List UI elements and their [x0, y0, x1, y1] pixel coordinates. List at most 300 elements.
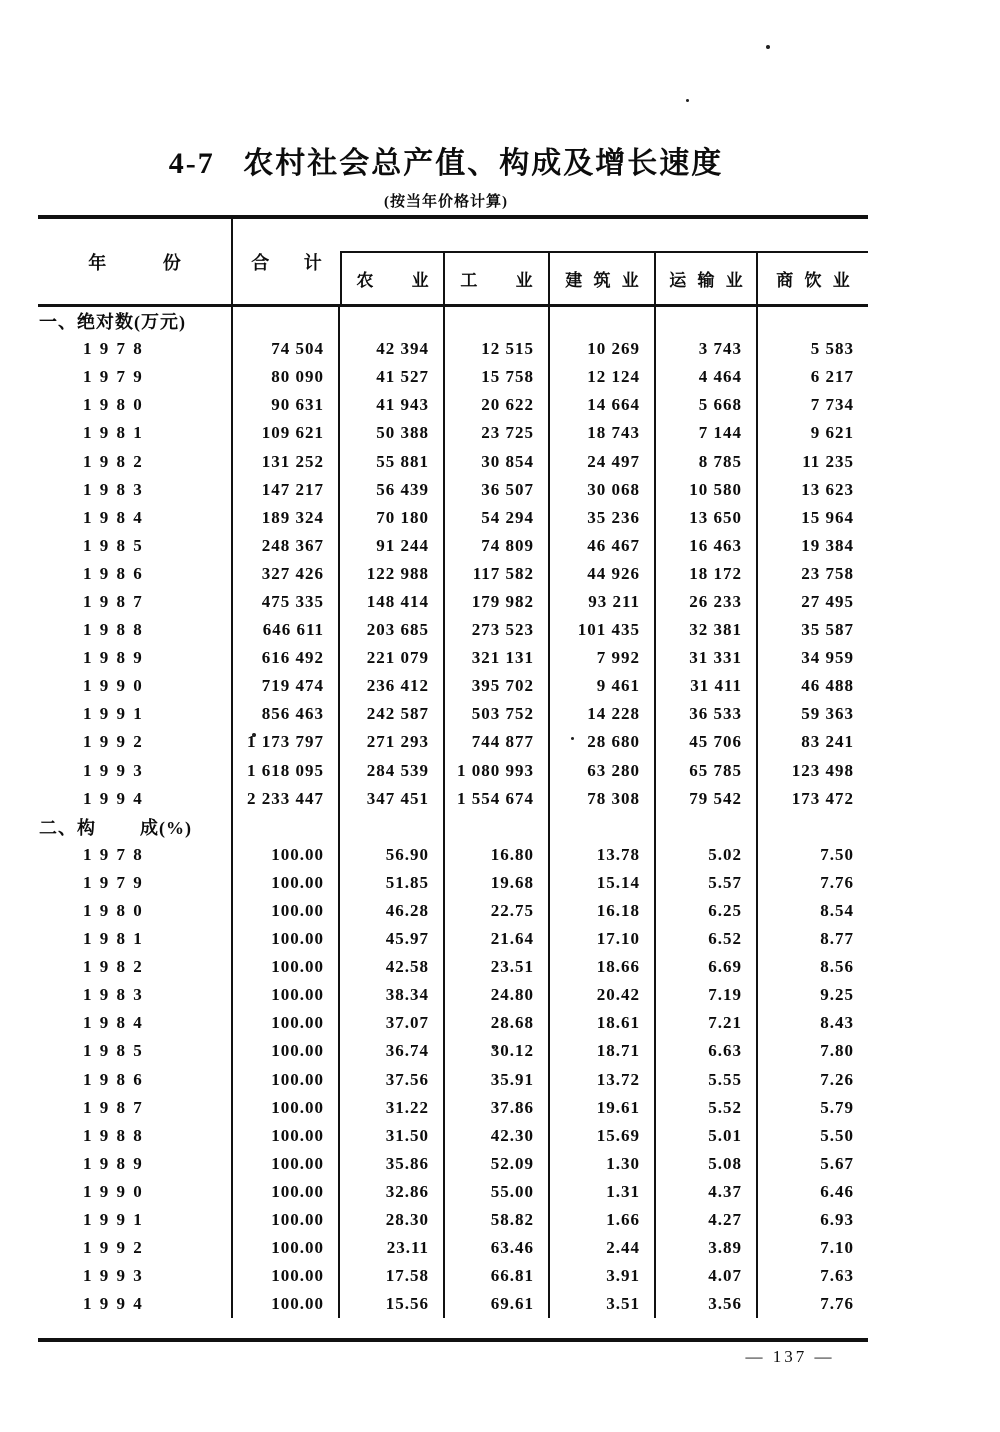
statistics-table	[38, 215, 868, 1342]
page-subtitle: (按当年价格计算)	[384, 194, 508, 210]
empty-cell	[233, 813, 340, 841]
table-row	[38, 728, 868, 756]
commerce-cell: 5.67	[820, 1153, 854, 1173]
total-cell: 248 367	[233, 532, 340, 560]
construction-cell: 15.14	[550, 869, 656, 897]
total-cell: 100.00	[233, 1206, 340, 1234]
construction-cell: 1.30	[550, 1150, 656, 1178]
total-cell: 80 090	[233, 363, 340, 391]
section-header-row	[38, 813, 868, 841]
agriculture-cell: 41 527	[340, 363, 445, 391]
year-cell: 1 9 9 4	[38, 785, 233, 813]
year-cell: 1 9 8 8	[38, 616, 233, 644]
commerce-cell: 8.77	[820, 929, 854, 949]
agriculture-cell: 32.86	[340, 1178, 445, 1206]
commerce-cell: 7.50	[820, 844, 854, 864]
transport-cell: 31 331	[656, 644, 758, 672]
table-row	[38, 1122, 868, 1150]
agriculture-cell: 37.56	[340, 1066, 445, 1094]
transport-cell: 18 172	[656, 560, 758, 588]
empty-cell	[656, 813, 758, 841]
industry-cell: 58.82	[445, 1206, 550, 1234]
transport-cell: 65 785	[656, 757, 758, 785]
transport-cell: 3.56	[656, 1290, 758, 1318]
commerce-cell: 9.25	[820, 985, 854, 1005]
table-row	[38, 363, 868, 391]
year-cell: 1 9 8 6	[38, 1066, 233, 1094]
commerce-cell: 8.54	[820, 901, 854, 921]
table-row	[38, 1178, 868, 1206]
total-cell: 100.00	[233, 1009, 340, 1037]
construction-cell: 1.31	[550, 1178, 656, 1206]
total-cell: 1 618 095	[233, 757, 340, 785]
agriculture-cell: 17.58	[340, 1262, 445, 1290]
commerce-cell: 5 583	[810, 339, 854, 359]
table-row	[38, 1290, 868, 1318]
year-cell: 1 9 8 0	[38, 897, 233, 925]
agriculture-cell: 55 881	[340, 447, 445, 475]
year-cell: 1 9 8 9	[38, 1150, 233, 1178]
table-row	[38, 841, 868, 869]
industry-cell: 117 582	[445, 560, 550, 588]
construction-cell: 14 228	[550, 700, 656, 728]
industry-cell: 1 080 993	[445, 757, 550, 785]
agriculture-cell: 46.28	[340, 897, 445, 925]
empty-cell	[550, 813, 656, 841]
construction-cell: 15.69	[550, 1122, 656, 1150]
construction-cell: 30 068	[550, 476, 656, 504]
table-row	[38, 953, 868, 981]
agriculture-cell: 51.85	[340, 869, 445, 897]
industry-cell: 30 854	[445, 447, 550, 475]
industry-column-group	[340, 251, 868, 304]
commerce-cell: 46 488	[801, 676, 854, 696]
construction-cell: 18.66	[550, 953, 656, 981]
year-cell: 1 9 9 0	[38, 1178, 233, 1206]
agriculture-cell: 56 439	[340, 476, 445, 504]
table-row	[38, 1094, 868, 1122]
industry-cell: 52.09	[445, 1150, 550, 1178]
table-row	[38, 785, 868, 813]
industry-cell: 54 294	[445, 504, 550, 532]
year-cell: 1 9 9 4	[38, 1290, 233, 1318]
total-cell: 100.00	[233, 1234, 340, 1262]
construction-cell: 1.66	[550, 1206, 656, 1234]
page-number: — 137 —	[745, 1347, 835, 1366]
table-row	[38, 700, 868, 728]
agriculture-cell: 31.50	[340, 1122, 445, 1150]
year-cell: 1 9 8 3	[38, 476, 233, 504]
construction-cell: 16.18	[550, 897, 656, 925]
total-cell: 90 631	[233, 391, 340, 419]
table-header-row	[38, 219, 868, 307]
commerce-cell: 59 363	[801, 704, 854, 724]
industry-cell: 1 554 674	[445, 785, 550, 813]
construction-cell: 35 236	[550, 504, 656, 532]
transport-cell: 4.37	[656, 1178, 758, 1206]
table-row	[38, 588, 868, 616]
scan-speck	[766, 45, 770, 49]
total-cell: 646 611	[233, 616, 340, 644]
commerce-cell: 9 621	[810, 423, 854, 443]
agriculture-cell: 23.11	[340, 1234, 445, 1262]
industry-cell: 55.00	[445, 1178, 550, 1206]
total-cell: 189 324	[233, 504, 340, 532]
transport-cell: 3.89	[656, 1234, 758, 1262]
transport-cell: 6.25	[656, 897, 758, 925]
table-row	[38, 391, 868, 419]
industry-cell: 37.86	[445, 1094, 550, 1122]
commerce-cell: 6.93	[820, 1210, 854, 1230]
table-row	[38, 1262, 868, 1290]
industry-cell: 69.61	[445, 1290, 550, 1318]
commerce-cell: 173 472	[791, 788, 854, 808]
table-row	[38, 1066, 868, 1094]
agriculture-cell: 221 079	[340, 644, 445, 672]
commerce-cell: 7.26	[820, 1069, 854, 1089]
year-cell: 1 9 8 8	[38, 1122, 233, 1150]
transport-cell: 5.02	[656, 841, 758, 869]
year-cell: 1 9 8 6	[38, 560, 233, 588]
empty-cell	[550, 307, 656, 335]
commerce-cell: 7.80	[820, 1041, 854, 1061]
transport-cell: 10 580	[656, 476, 758, 504]
year-cell: 1 9 8 1	[38, 419, 233, 447]
total-cell: 100.00	[233, 1094, 340, 1122]
industry-cell: 74 809	[445, 532, 550, 560]
section-label: 二、构 成(%)	[38, 813, 233, 841]
total-cell: 475 335	[233, 588, 340, 616]
industry-cell: 42.30	[445, 1122, 550, 1150]
col-header-total: 合 计	[251, 252, 322, 273]
agriculture-cell: 70 180	[340, 504, 445, 532]
page-title: 4-7 农村社会总产值、构成及增长速度	[168, 147, 724, 180]
agriculture-cell: 38.34	[340, 981, 445, 1009]
col-header-year: 年 份	[38, 219, 233, 304]
agriculture-cell: 242 587	[340, 700, 445, 728]
total-cell: 719 474	[233, 672, 340, 700]
commerce-cell: 7.63	[820, 1266, 854, 1286]
transport-cell: 79 542	[656, 785, 758, 813]
total-cell: 109 621	[233, 419, 340, 447]
agriculture-cell: 148 414	[340, 588, 445, 616]
year-cell: 1 9 8 0	[38, 391, 233, 419]
industry-cell: 22.75	[445, 897, 550, 925]
table-row	[38, 419, 868, 447]
empty-cell	[445, 307, 550, 335]
transport-cell: 13 650	[656, 504, 758, 532]
construction-cell: 24 497	[550, 447, 656, 475]
year-cell: 1 9 9 3	[38, 1262, 233, 1290]
construction-cell: 46 467	[550, 532, 656, 560]
construction-cell: 101 435	[550, 616, 656, 644]
col-header-industry: 工 业	[445, 253, 550, 304]
total-cell: 2 233 447	[233, 785, 340, 813]
total-cell: 100.00	[233, 1290, 340, 1318]
industry-cell: 395 702	[445, 672, 550, 700]
table-row	[38, 757, 868, 785]
industry-cell: 35.91	[445, 1066, 550, 1094]
construction-cell: 10 269	[550, 335, 656, 363]
total-cell: 327 426	[233, 560, 340, 588]
total-cell: 100.00	[233, 953, 340, 981]
total-cell: 100.00	[233, 1037, 340, 1065]
industry-cell: 744 877	[445, 728, 550, 756]
industry-cell: 63.46	[445, 1234, 550, 1262]
commerce-cell: 8.56	[820, 957, 854, 977]
total-cell: 100.00	[233, 1150, 340, 1178]
construction-cell: 2.44	[550, 1234, 656, 1262]
table-row	[38, 1234, 868, 1262]
construction-cell: 93 211	[550, 588, 656, 616]
agriculture-cell: 203 685	[340, 616, 445, 644]
col-header-commerce: 商 饮 业	[776, 271, 850, 290]
section-header-row	[38, 307, 868, 335]
agriculture-cell: 35.86	[340, 1150, 445, 1178]
construction-cell: 78 308	[550, 785, 656, 813]
industry-cell: 321 131	[445, 644, 550, 672]
table-row	[38, 1009, 868, 1037]
agriculture-cell: 31.22	[340, 1094, 445, 1122]
year-cell: 1 9 7 9	[38, 869, 233, 897]
construction-cell: 7 992	[550, 644, 656, 672]
agriculture-cell: 37.07	[340, 1009, 445, 1037]
total-cell: 131 252	[233, 447, 340, 475]
transport-cell: 8 785	[656, 447, 758, 475]
commerce-cell: 11 235	[802, 451, 854, 471]
transport-cell: 31 411	[656, 672, 758, 700]
industry-cell: 179 982	[445, 588, 550, 616]
industry-cell: 36 507	[445, 476, 550, 504]
transport-cell: 5.55	[656, 1066, 758, 1094]
year-cell: 1 9 8 1	[38, 925, 233, 953]
commerce-cell: 5.50	[820, 1125, 854, 1145]
scan-speck	[686, 99, 689, 102]
transport-cell: 5.57	[656, 869, 758, 897]
total-cell: 100.00	[233, 1262, 340, 1290]
construction-cell: 13.72	[550, 1066, 656, 1094]
commerce-cell: 7.76	[820, 872, 854, 892]
table-row	[38, 925, 868, 953]
commerce-cell: 13 623	[801, 479, 854, 499]
year-cell: 1 9 8 7	[38, 588, 233, 616]
total-cell: 74 504	[233, 335, 340, 363]
commerce-cell: 6 217	[810, 367, 854, 387]
col-header-agriculture: 农 业	[342, 253, 445, 304]
table-row	[38, 560, 868, 588]
construction-cell: 3.91	[550, 1262, 656, 1290]
year-cell: 1 9 8 5	[38, 532, 233, 560]
table-body	[38, 307, 868, 1342]
transport-cell: 5 668	[656, 391, 758, 419]
transport-cell: 4.07	[656, 1262, 758, 1290]
industry-cell: 273 523	[445, 616, 550, 644]
total-cell: 616 492	[233, 644, 340, 672]
section-label: 一、绝对数(万元)	[38, 307, 233, 335]
transport-cell: 6.69	[656, 953, 758, 981]
commerce-cell: 34 959	[801, 648, 854, 668]
year-cell: 1 9 7 8	[38, 841, 233, 869]
transport-cell: 7 144	[656, 419, 758, 447]
commerce-cell: 15 964	[801, 507, 854, 527]
year-cell: 1 9 8 7	[38, 1094, 233, 1122]
construction-cell: 28 680	[550, 728, 656, 756]
construction-cell: 9 461	[550, 672, 656, 700]
industry-cell: 30.12	[445, 1037, 550, 1065]
construction-cell: 3.51	[550, 1290, 656, 1318]
agriculture-cell: 42.58	[340, 953, 445, 981]
year-cell: 1 9 8 2	[38, 953, 233, 981]
total-cell: 100.00	[233, 1178, 340, 1206]
construction-cell: 44 926	[550, 560, 656, 588]
year-cell: 1 9 8 4	[38, 504, 233, 532]
industry-cell: 23.51	[445, 953, 550, 981]
empty-cell	[340, 307, 445, 335]
total-cell: 100.00	[233, 981, 340, 1009]
transport-cell: 5.08	[656, 1150, 758, 1178]
year-cell: 1 9 9 2	[38, 1234, 233, 1262]
commerce-cell: 35 587	[801, 620, 854, 640]
commerce-cell: 7.10	[820, 1238, 854, 1258]
year-cell: 1 9 9 1	[38, 700, 233, 728]
transport-cell: 6.63	[656, 1037, 758, 1065]
table-row	[38, 672, 868, 700]
transport-cell: 6.52	[656, 925, 758, 953]
table-row	[38, 616, 868, 644]
table-row	[38, 644, 868, 672]
commerce-cell: 23 758	[801, 563, 854, 583]
construction-cell: 17.10	[550, 925, 656, 953]
construction-cell: 63 280	[550, 757, 656, 785]
agriculture-cell: 284 539	[340, 757, 445, 785]
year-cell: 1 9 8 2	[38, 447, 233, 475]
agriculture-cell: 50 388	[340, 419, 445, 447]
year-cell: 1 9 9 3	[38, 757, 233, 785]
table-row	[38, 1037, 868, 1065]
construction-cell: 12 124	[550, 363, 656, 391]
total-cell: 147 217	[233, 476, 340, 504]
construction-cell: 18.61	[550, 1009, 656, 1037]
transport-cell: 16 463	[656, 532, 758, 560]
table-row	[38, 335, 868, 363]
commerce-cell: 8.43	[820, 1013, 854, 1033]
industry-cell: 16.80	[445, 841, 550, 869]
agriculture-cell: 347 451	[340, 785, 445, 813]
empty-cell	[758, 813, 868, 841]
agriculture-cell: 236 412	[340, 672, 445, 700]
year-cell: 1 9 8 3	[38, 981, 233, 1009]
agriculture-cell: 91 244	[340, 532, 445, 560]
transport-cell: 4.27	[656, 1206, 758, 1234]
year-cell: 1 9 8 4	[38, 1009, 233, 1037]
commerce-cell: 27 495	[801, 591, 854, 611]
construction-cell: 18 743	[550, 419, 656, 447]
total-cell: 100.00	[233, 1066, 340, 1094]
construction-cell: 19.61	[550, 1094, 656, 1122]
transport-cell: 4 464	[656, 363, 758, 391]
total-cell: 100.00	[233, 841, 340, 869]
agriculture-cell: 271 293	[340, 728, 445, 756]
industry-cell: 66.81	[445, 1262, 550, 1290]
table-row	[38, 532, 868, 560]
transport-cell: 5.01	[656, 1122, 758, 1150]
year-cell: 1 9 9 1	[38, 1206, 233, 1234]
agriculture-cell: 45.97	[340, 925, 445, 953]
table-row	[38, 981, 868, 1009]
agriculture-cell: 122 988	[340, 560, 445, 588]
commerce-cell: 5.79	[820, 1097, 854, 1117]
industry-cell: 15 758	[445, 363, 550, 391]
year-cell: 1 9 7 8	[38, 335, 233, 363]
industry-cell: 20 622	[445, 391, 550, 419]
industry-cell: 23 725	[445, 419, 550, 447]
construction-cell: 13.78	[550, 841, 656, 869]
industry-cell: 12 515	[445, 335, 550, 363]
empty-cell	[445, 813, 550, 841]
transport-cell: 26 233	[656, 588, 758, 616]
transport-cell: 3 743	[656, 335, 758, 363]
empty-cell	[758, 307, 868, 335]
industry-cell: 21.64	[445, 925, 550, 953]
table-row	[38, 476, 868, 504]
empty-cell	[233, 307, 340, 335]
table-row	[38, 447, 868, 475]
agriculture-cell: 28.30	[340, 1206, 445, 1234]
industry-cell: 28.68	[445, 1009, 550, 1037]
total-cell: 100.00	[233, 897, 340, 925]
transport-cell: 36 533	[656, 700, 758, 728]
table-row	[38, 869, 868, 897]
construction-cell: 14 664	[550, 391, 656, 419]
year-cell: 1 9 9 2	[38, 728, 233, 756]
commerce-cell: 19 384	[801, 535, 854, 555]
industry-cell: 503 752	[445, 700, 550, 728]
construction-cell: 20.42	[550, 981, 656, 1009]
col-header-transport: 运 输 业	[656, 253, 758, 304]
commerce-cell: 123 498	[791, 760, 854, 780]
year-cell: 1 9 9 0	[38, 672, 233, 700]
table-row	[38, 1206, 868, 1234]
year-cell: 1 9 7 9	[38, 363, 233, 391]
industry-cell: 24.80	[445, 981, 550, 1009]
agriculture-cell: 42 394	[340, 335, 445, 363]
table-row	[38, 897, 868, 925]
empty-cell	[656, 307, 758, 335]
total-cell: 100.00	[233, 1122, 340, 1150]
table-row	[38, 1150, 868, 1178]
transport-cell: 32 381	[656, 616, 758, 644]
agriculture-cell: 36.74	[340, 1037, 445, 1065]
col-header-construction: 建 筑 业	[550, 253, 656, 304]
year-cell: 1 9 8 9	[38, 644, 233, 672]
construction-cell: 18.71	[550, 1037, 656, 1065]
total-cell: 1 173 797	[233, 728, 340, 756]
commerce-cell: 7 734	[810, 395, 854, 415]
transport-cell: 7.21	[656, 1009, 758, 1037]
industry-cell: 19.68	[445, 869, 550, 897]
total-cell: 100.00	[233, 869, 340, 897]
transport-cell: 7.19	[656, 981, 758, 1009]
commerce-cell: 6.46	[820, 1181, 854, 1201]
commerce-cell: 83 241	[801, 732, 854, 752]
total-cell: 100.00	[233, 925, 340, 953]
agriculture-cell: 56.90	[340, 841, 445, 869]
commerce-cell: 7.76	[820, 1294, 854, 1314]
transport-cell: 45 706	[656, 728, 758, 756]
agriculture-cell: 15.56	[340, 1290, 445, 1318]
transport-cell: 5.52	[656, 1094, 758, 1122]
table-row	[38, 504, 868, 532]
